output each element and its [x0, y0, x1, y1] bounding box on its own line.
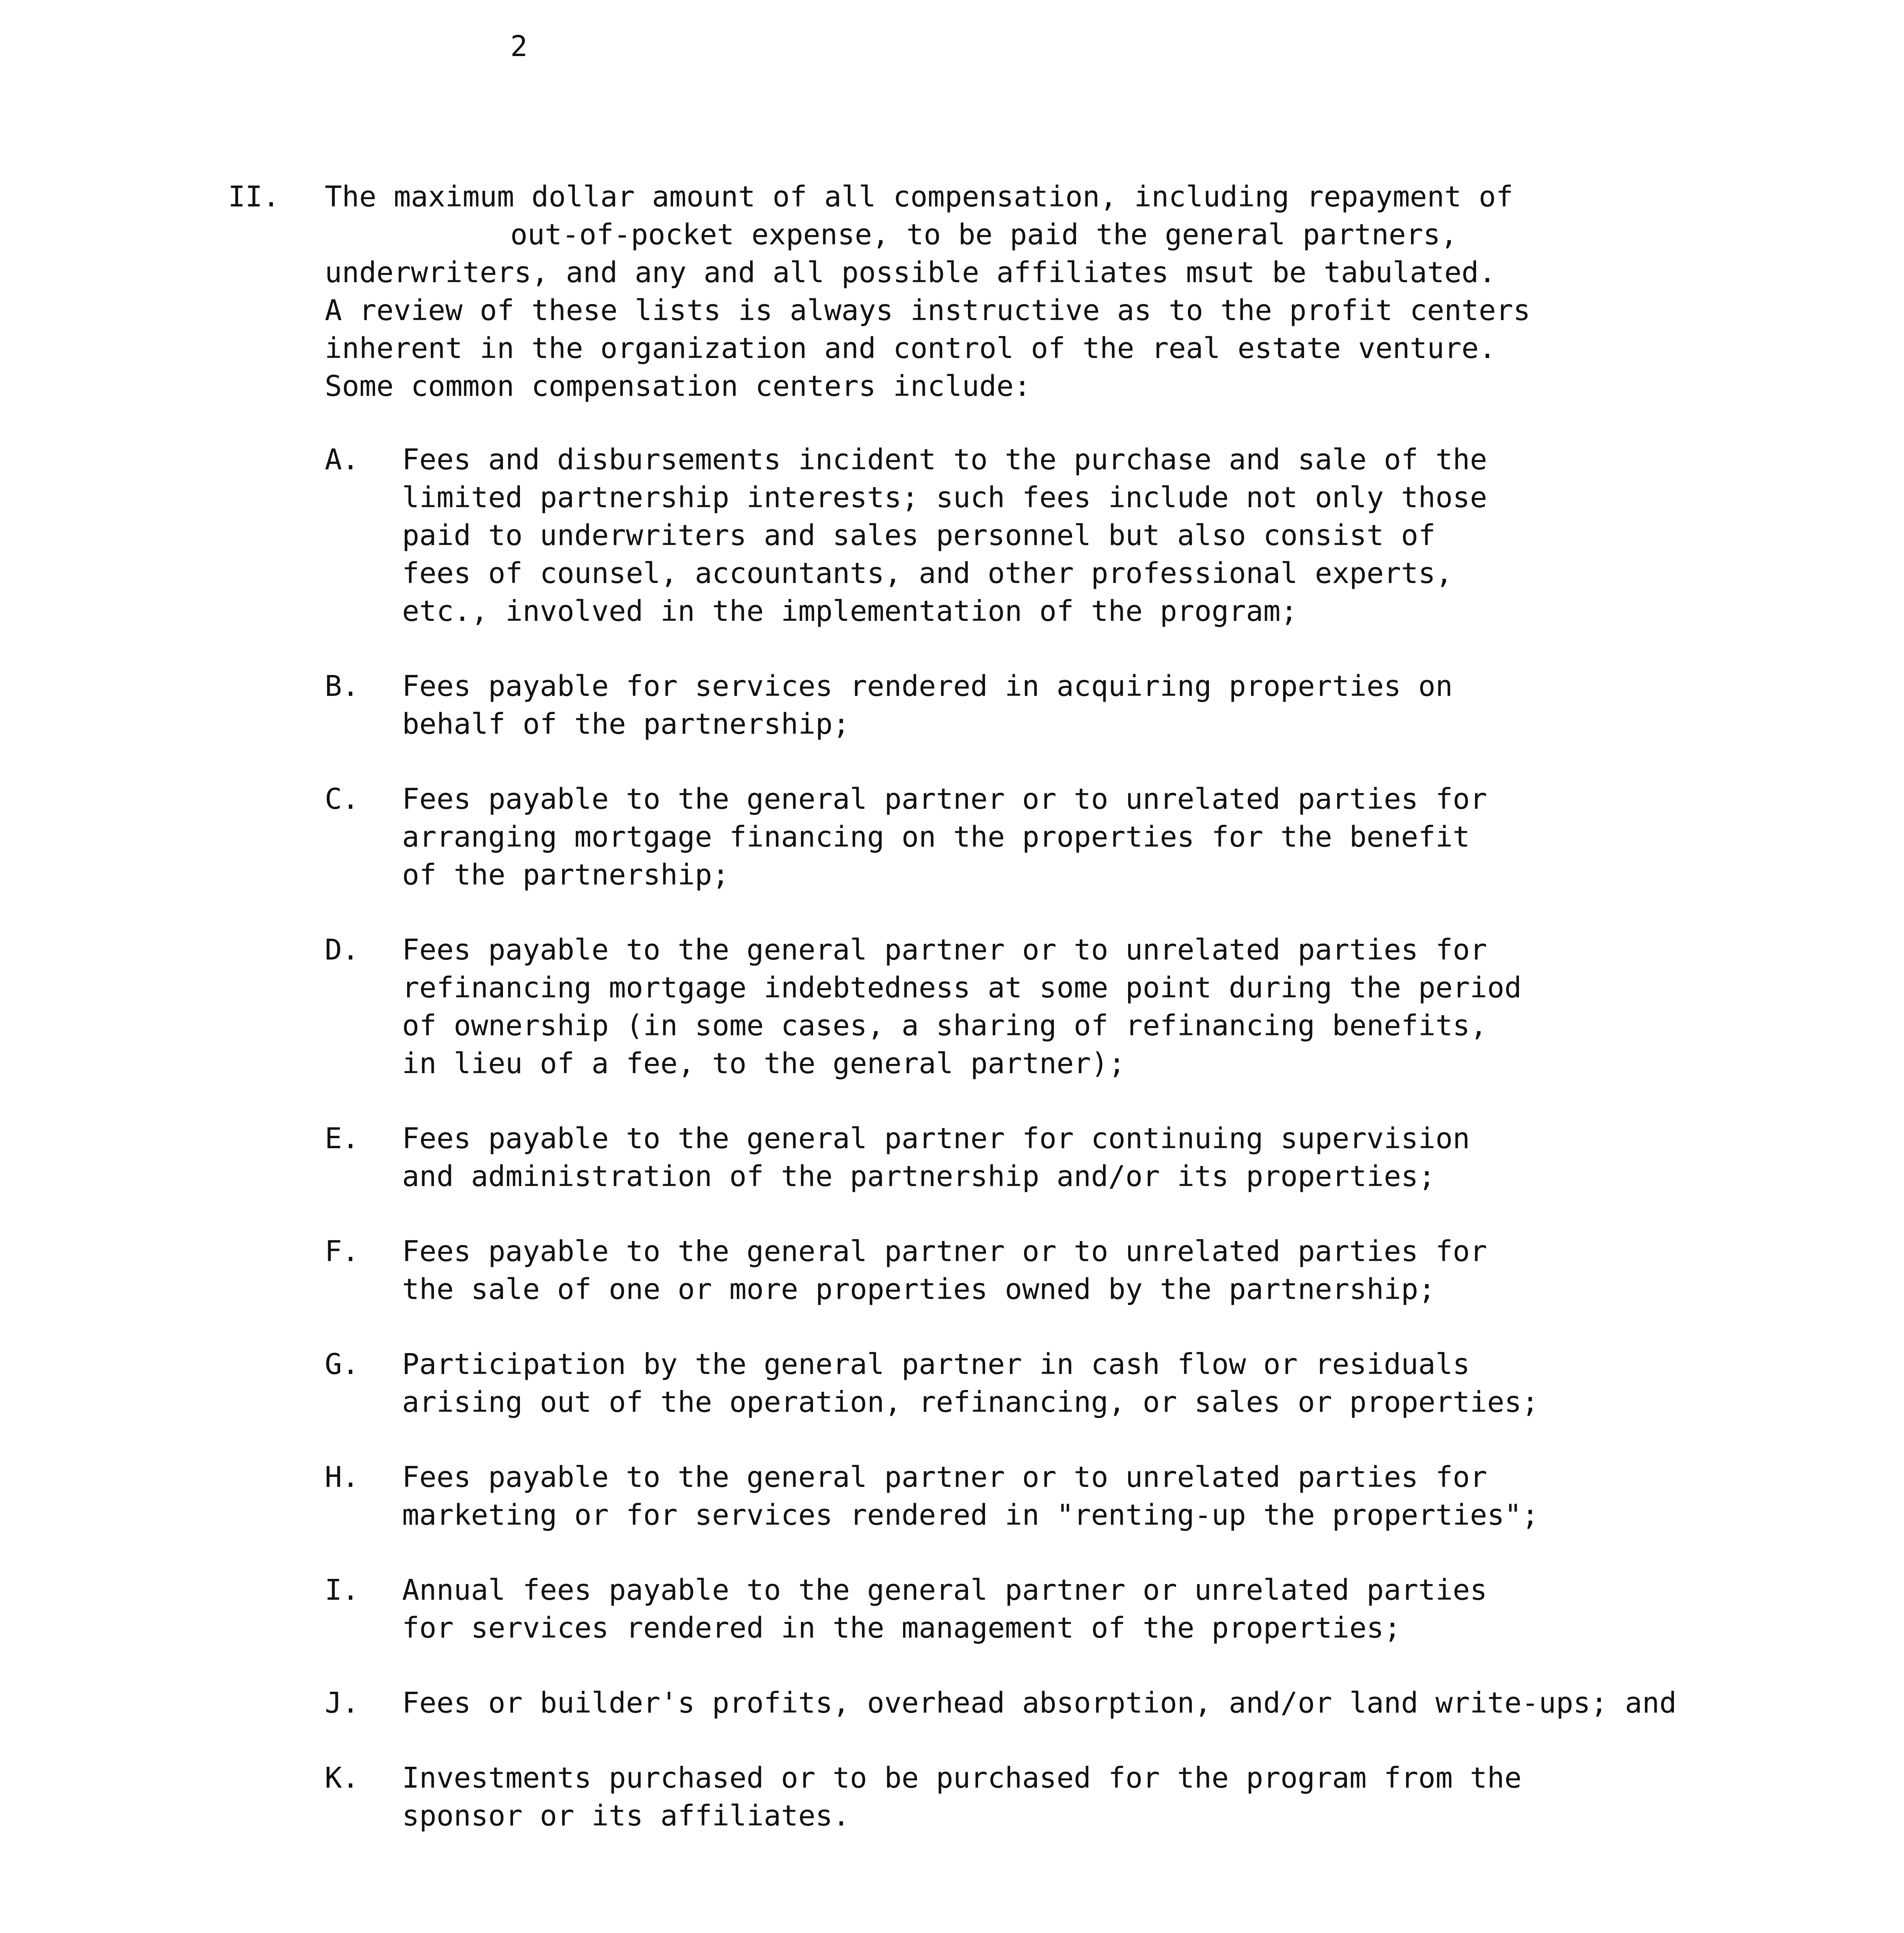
list-item-text — [402, 1345, 1890, 1421]
item-line: for services rendered in the management of the properties; — [402, 1611, 1401, 1645]
list-item-g — [0, 1345, 1904, 1421]
list-item-a — [0, 441, 1904, 630]
compensation-list — [0, 441, 1904, 1872]
paragraph-line: underwriters, and any and all possible affiliates msut be tabulated. — [325, 256, 1496, 289]
section-numeral: II. — [228, 180, 280, 213]
list-item-f — [0, 1232, 1904, 1308]
list-item-letter: I. — [325, 1573, 360, 1607]
list-item-letter: J. — [325, 1686, 360, 1720]
item-line: etc., involved in the implementation of the program; — [402, 595, 1298, 628]
list-item-i — [0, 1571, 1904, 1647]
list-item-e — [0, 1120, 1904, 1195]
list-item-letter: A. — [325, 443, 360, 476]
list-item-text — [402, 1684, 1890, 1722]
list-item-h — [0, 1458, 1904, 1534]
list-item-text — [402, 931, 1890, 1082]
item-line: limited partnership interests; such fees include not only those — [402, 481, 1487, 514]
list-item-text — [402, 1759, 1890, 1835]
paragraph-line: Some common compensation centers include: — [325, 370, 1031, 403]
item-line: of the partnership; — [402, 858, 730, 891]
list-item-letter: E. — [325, 1122, 360, 1155]
item-line: Fees payable to the general partner or to unrelated parties for — [402, 933, 1487, 966]
item-line: sponsor or its affiliates. — [402, 1799, 850, 1832]
list-item-j — [0, 1684, 1904, 1722]
list-item-text — [402, 441, 1890, 630]
list-item-text — [402, 1458, 1890, 1534]
list-item-letter: F. — [325, 1235, 360, 1268]
list-item-letter: K. — [325, 1761, 360, 1795]
item-line: behalf of the partnership; — [402, 707, 850, 741]
list-item-b — [0, 667, 1904, 743]
section-paragraph — [325, 178, 1794, 405]
item-line: the sale of one or more properties owned by the partnership; — [402, 1273, 1436, 1306]
item-line: Annual fees payable to the general partner or unrelated parties — [402, 1573, 1487, 1607]
page-number: 2 — [510, 30, 528, 63]
list-item-text — [402, 667, 1890, 743]
item-line: Investments purchased or to be purchased for the program from the — [402, 1761, 1522, 1795]
list-item-text — [402, 1571, 1890, 1647]
list-item-letter: C. — [325, 782, 360, 816]
item-line: in lieu of a fee, to the general partner); — [402, 1047, 1126, 1080]
list-item-d — [0, 931, 1904, 1082]
list-item-letter: D. — [325, 933, 360, 966]
item-line: arranging mortgage financing on the properties for the benefit — [402, 820, 1470, 854]
item-line: arising out of the operation, refinancing, or sales or properties; — [402, 1386, 1539, 1419]
item-line: Fees payable to the general partner or to unrelated parties for — [402, 1461, 1487, 1494]
list-item-text — [402, 1120, 1890, 1195]
paragraph-line: A review of these lists is always instructive as to the profit centers — [325, 294, 1531, 327]
item-line: Fees payable to the general partner for continuing supervision — [402, 1122, 1470, 1155]
paragraph-line: inherent in the organization and control of the real estate venture. — [325, 332, 1496, 365]
list-item-letter: B. — [325, 670, 360, 703]
item-line: fees of counsel, accountants, and other professional experts, — [402, 557, 1453, 590]
item-line: paid to underwriters and sales personnel but also consist of — [402, 519, 1436, 552]
item-line: Fees and disbursements incident to the purchase and sale of the — [402, 443, 1487, 476]
paragraph-line: out-of-pocket expense, to be paid the general partners, — [510, 218, 1458, 251]
list-item-text — [402, 780, 1890, 894]
list-item-letter: G. — [325, 1348, 360, 1381]
item-line: and administration of the partnership and/or its properties; — [402, 1160, 1436, 1193]
item-line: Fees payable to the general partner or to unrelated parties for — [402, 782, 1487, 816]
item-line: Fees or builder's profits, overhead absorption, and/or land write-ups; and — [402, 1686, 1677, 1720]
list-item-k — [0, 1759, 1904, 1835]
item-line: Fees payable for services rendered in acquiring properties on — [402, 670, 1453, 703]
item-line: refinancing mortgage indebtedness at some point during the period — [402, 971, 1522, 1004]
item-line: Fees payable to the general partner or to unrelated parties for — [402, 1235, 1487, 1268]
paragraph-line: The maximum dollar amount of all compensation, including repayment of — [325, 180, 1514, 213]
list-item-text — [402, 1232, 1890, 1308]
item-line: Participation by the general partner in cash flow or residuals — [402, 1348, 1470, 1381]
list-item-letter: H. — [325, 1461, 360, 1494]
item-line: of ownership (in some cases, a sharing of refinancing benefits, — [402, 1009, 1487, 1042]
item-line: marketing or for services rendered in "renting-up the properties"; — [402, 1498, 1539, 1532]
list-item-c — [0, 780, 1904, 894]
